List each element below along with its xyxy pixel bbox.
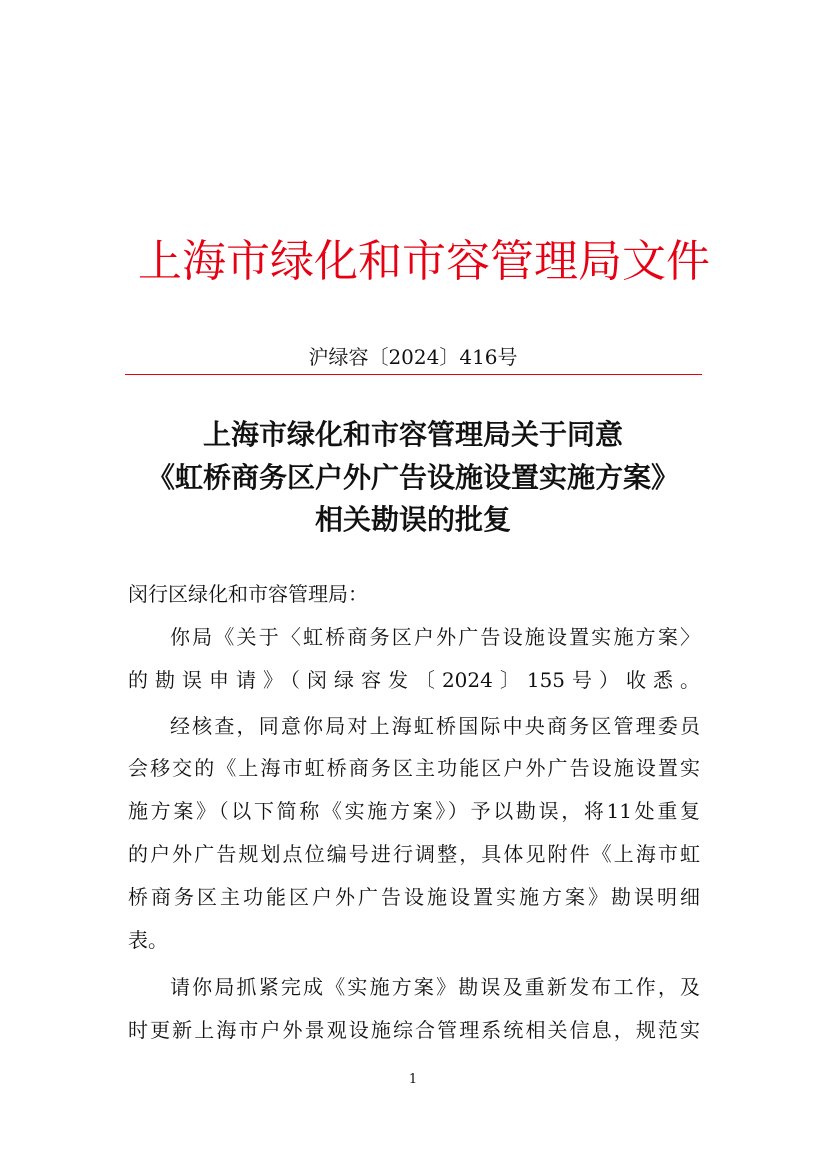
red-divider (125, 374, 702, 375)
document-number: 沪绿容〔2024〕416号 (308, 345, 518, 369)
issuer-title: 上海市绿化和市容管理局文件 (138, 236, 710, 287)
body-line: 会移交的《上海市虹桥商务区主功能区户外广告设施设置实 (128, 756, 700, 780)
body-line: 的户外广告规划点位编号进行调整，具体见附件《上海市虹 (128, 842, 700, 866)
heading-line: 《虹桥商务区户外广告设施设置实施方案》 (146, 461, 679, 494)
heading-line: 上海市绿化和市容管理局关于同意 (202, 418, 623, 451)
body-line: 你局《关于〈虹桥商务区户外广告设施设置实施方案〉 (170, 625, 700, 649)
body-line: 表。 (128, 928, 168, 952)
body-line: 的勘误申请》（闵绿容发〔2024〕155号）收悉。 (128, 668, 700, 692)
body-line: 桥商务区主功能区户外广告设施设置实施方案》勘误明细 (128, 885, 700, 909)
page-number: 1 (408, 1072, 418, 1087)
body-line: 请你局抓紧完成《实施方案》勘误及重新发布工作，及 (170, 975, 700, 999)
heading-line: 相关勘误的批复 (314, 503, 511, 536)
addressee: 闵行区绿化和市容管理局： (128, 582, 368, 606)
body-line: 经核查，同意你局对上海虹桥国际中央商务区管理委员 (170, 714, 700, 738)
body-line: 施方案》（以下简称《实施方案》）予以勘误，将11处重复 (128, 799, 700, 823)
body-line: 时更新上海市户外景观设施综合管理系统相关信息，规范实 (128, 1018, 700, 1042)
